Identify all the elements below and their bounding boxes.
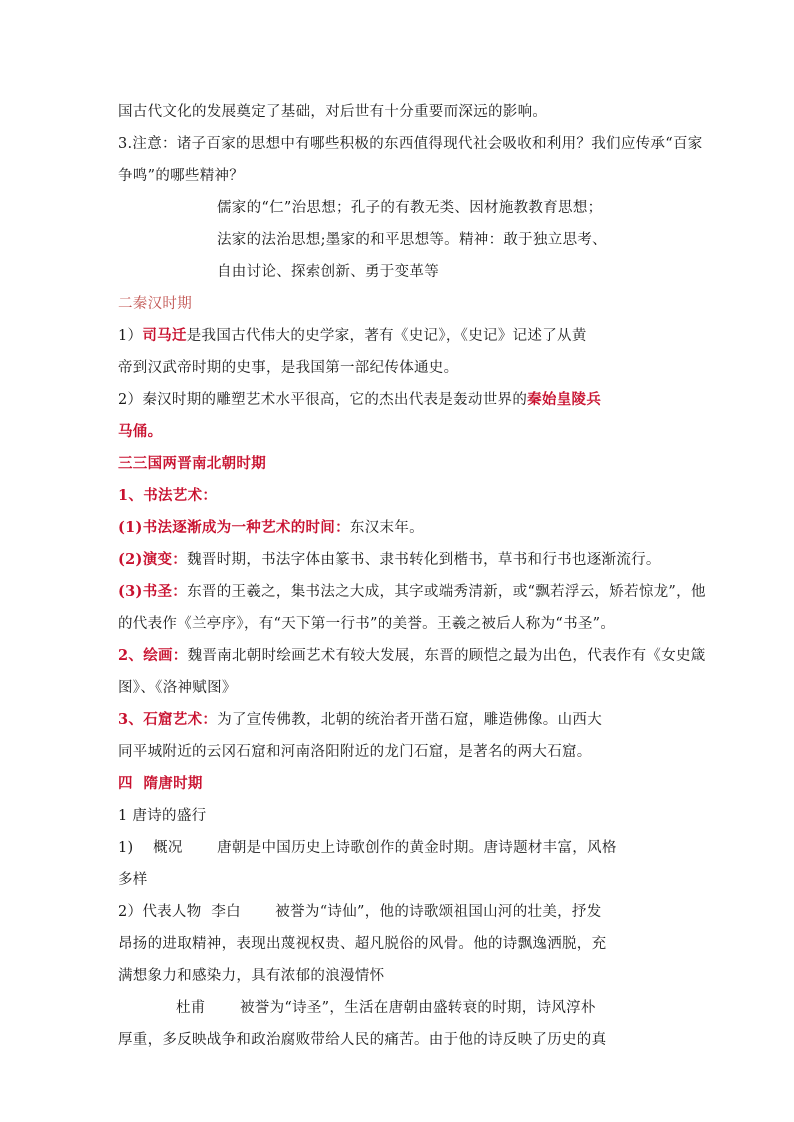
text: 多样	[118, 872, 148, 888]
paragraph-line	[118, 870, 148, 890]
text: 的代表作《兰亭序》，有“天下第一行书”的美誉。王羲之被后人称为“书圣”。	[118, 616, 616, 632]
paragraph-line	[118, 358, 458, 378]
answer-line	[217, 198, 602, 218]
text: 东晋的王羲之，集书法之大成，其字或端秀清新，或“飘若浮云，矫若惊龙”，他	[187, 584, 706, 600]
question-line	[118, 166, 244, 186]
paragraph-line	[118, 710, 602, 730]
answer-line	[217, 230, 607, 250]
text: 1）	[118, 328, 143, 344]
text: 国古代文化的发展奠定了基础，对后世有十分重要而深远的影响。	[118, 104, 548, 120]
label: 3、石窟艺术：	[118, 711, 218, 728]
label: (3)书圣：	[118, 583, 188, 600]
paragraph-line	[118, 678, 237, 698]
paragraph-line	[118, 422, 162, 442]
text: 图》、《洛神赋图》	[118, 680, 237, 696]
answer-line	[217, 262, 439, 282]
paragraph-line	[118, 614, 615, 634]
text: 争鸣”的哪些精神？	[118, 168, 245, 184]
highlight-terracotta: 秦始皇陵兵	[527, 391, 602, 408]
text: 2）代表人物 李白 被誉为“诗仙”，他的诗歌颂祖国山河的壮美，抒发	[118, 904, 602, 920]
paragraph-line	[118, 806, 206, 826]
text: 昂扬的进取精神，表现出蔑视权贵、超凡脱俗的风骨。他的诗飘逸洒脱，充	[118, 936, 607, 952]
paragraph-line	[118, 902, 602, 922]
text: 魏晋南北朝时绘画艺术有较大发展，东晋的顾恺之最为出色，代表作有《女史箴	[187, 648, 706, 664]
paragraph-line	[118, 1030, 606, 1050]
text: 法家的法治思想;墨家的和平思想等。精神：敢于独立思考、	[217, 232, 607, 248]
label: (1)书法逐渐成为一种艺术的时间：	[118, 519, 350, 536]
text: 是我国古代伟大的史学家，著有《史记》，《史记》记述了从黄	[186, 328, 587, 344]
section-heading-qin-han	[118, 294, 192, 314]
text: 为了宣传佛教，北朝的统治者开凿石窟，雕造佛像。山西大	[217, 712, 603, 728]
paragraph-line	[118, 518, 424, 538]
text: 2）秦汉时期的雕塑艺术水平很高，它的杰出代表是轰动世界的	[118, 392, 528, 408]
heading-text: 四 隋唐时期	[118, 775, 203, 792]
subheading-calligraphy	[118, 486, 217, 506]
section-heading-three-kingdoms	[118, 454, 266, 474]
highlight-terracotta-cont: 马俑。	[118, 423, 163, 440]
heading-text: 二秦汉时期	[118, 296, 192, 312]
text: 1 唐诗的盛行	[118, 808, 207, 824]
paragraph-line	[118, 390, 601, 410]
paragraph-line	[118, 934, 606, 954]
text: 自由讨论、探索创新、勇于变革等	[217, 264, 439, 280]
text: 魏晋时期，书法字体由篆书、隶书转化到楷书，草书和行书也逐渐流行。	[187, 552, 661, 568]
highlight-sima-qian: 司马迁	[142, 327, 187, 344]
paragraph-line	[118, 742, 592, 762]
text: 东汉末年。	[349, 520, 424, 536]
text: 帝到汉武帝时期的史事，是我国第一部纪传体通史。	[118, 360, 459, 376]
text: 儒家的“仁”治思想；孔子的有教无类、因材施教教育思想；	[217, 200, 603, 216]
paragraph-line	[176, 998, 596, 1018]
section-heading-sui-tang	[118, 774, 203, 794]
paragraph-line	[118, 838, 617, 858]
text: 1) 概况 唐朝是中国历史上诗歌创作的黄金时期。唐诗题材丰富，风格	[118, 840, 617, 856]
paragraph-line	[118, 966, 384, 986]
heading-text: 三三国两晋南北朝时期	[118, 455, 266, 472]
text: 同平城附近的云冈石窟和河南洛阳附近的龙门石窟，是著名的两大石窟。	[118, 744, 592, 760]
question-line	[118, 134, 703, 154]
paragraph-line	[118, 582, 706, 602]
text: 满想象力和感染力，具有浓郁的浪漫情怀	[118, 968, 385, 984]
paragraph-line	[118, 102, 547, 122]
paragraph-line	[118, 326, 587, 346]
label: 2、绘画：	[118, 647, 188, 664]
label: (2)演变：	[118, 551, 188, 568]
text: 3.注意：诸子百家的思想中有哪些积极的东西值得现代社会吸收和利用？我们应传承“百家	[118, 136, 703, 152]
paragraph-line	[118, 550, 661, 570]
text: 杜甫 被誉为“诗圣”，生活在唐朝由盛转衰的时期，诗风淳朴	[176, 1000, 596, 1016]
text: 厚重，多反映战争和政治腐败带给人民的痛苦。由于他的诗反映了历史的真	[118, 1032, 607, 1048]
heading-text: 1、书法艺术：	[118, 487, 218, 504]
paragraph-line	[118, 646, 706, 666]
